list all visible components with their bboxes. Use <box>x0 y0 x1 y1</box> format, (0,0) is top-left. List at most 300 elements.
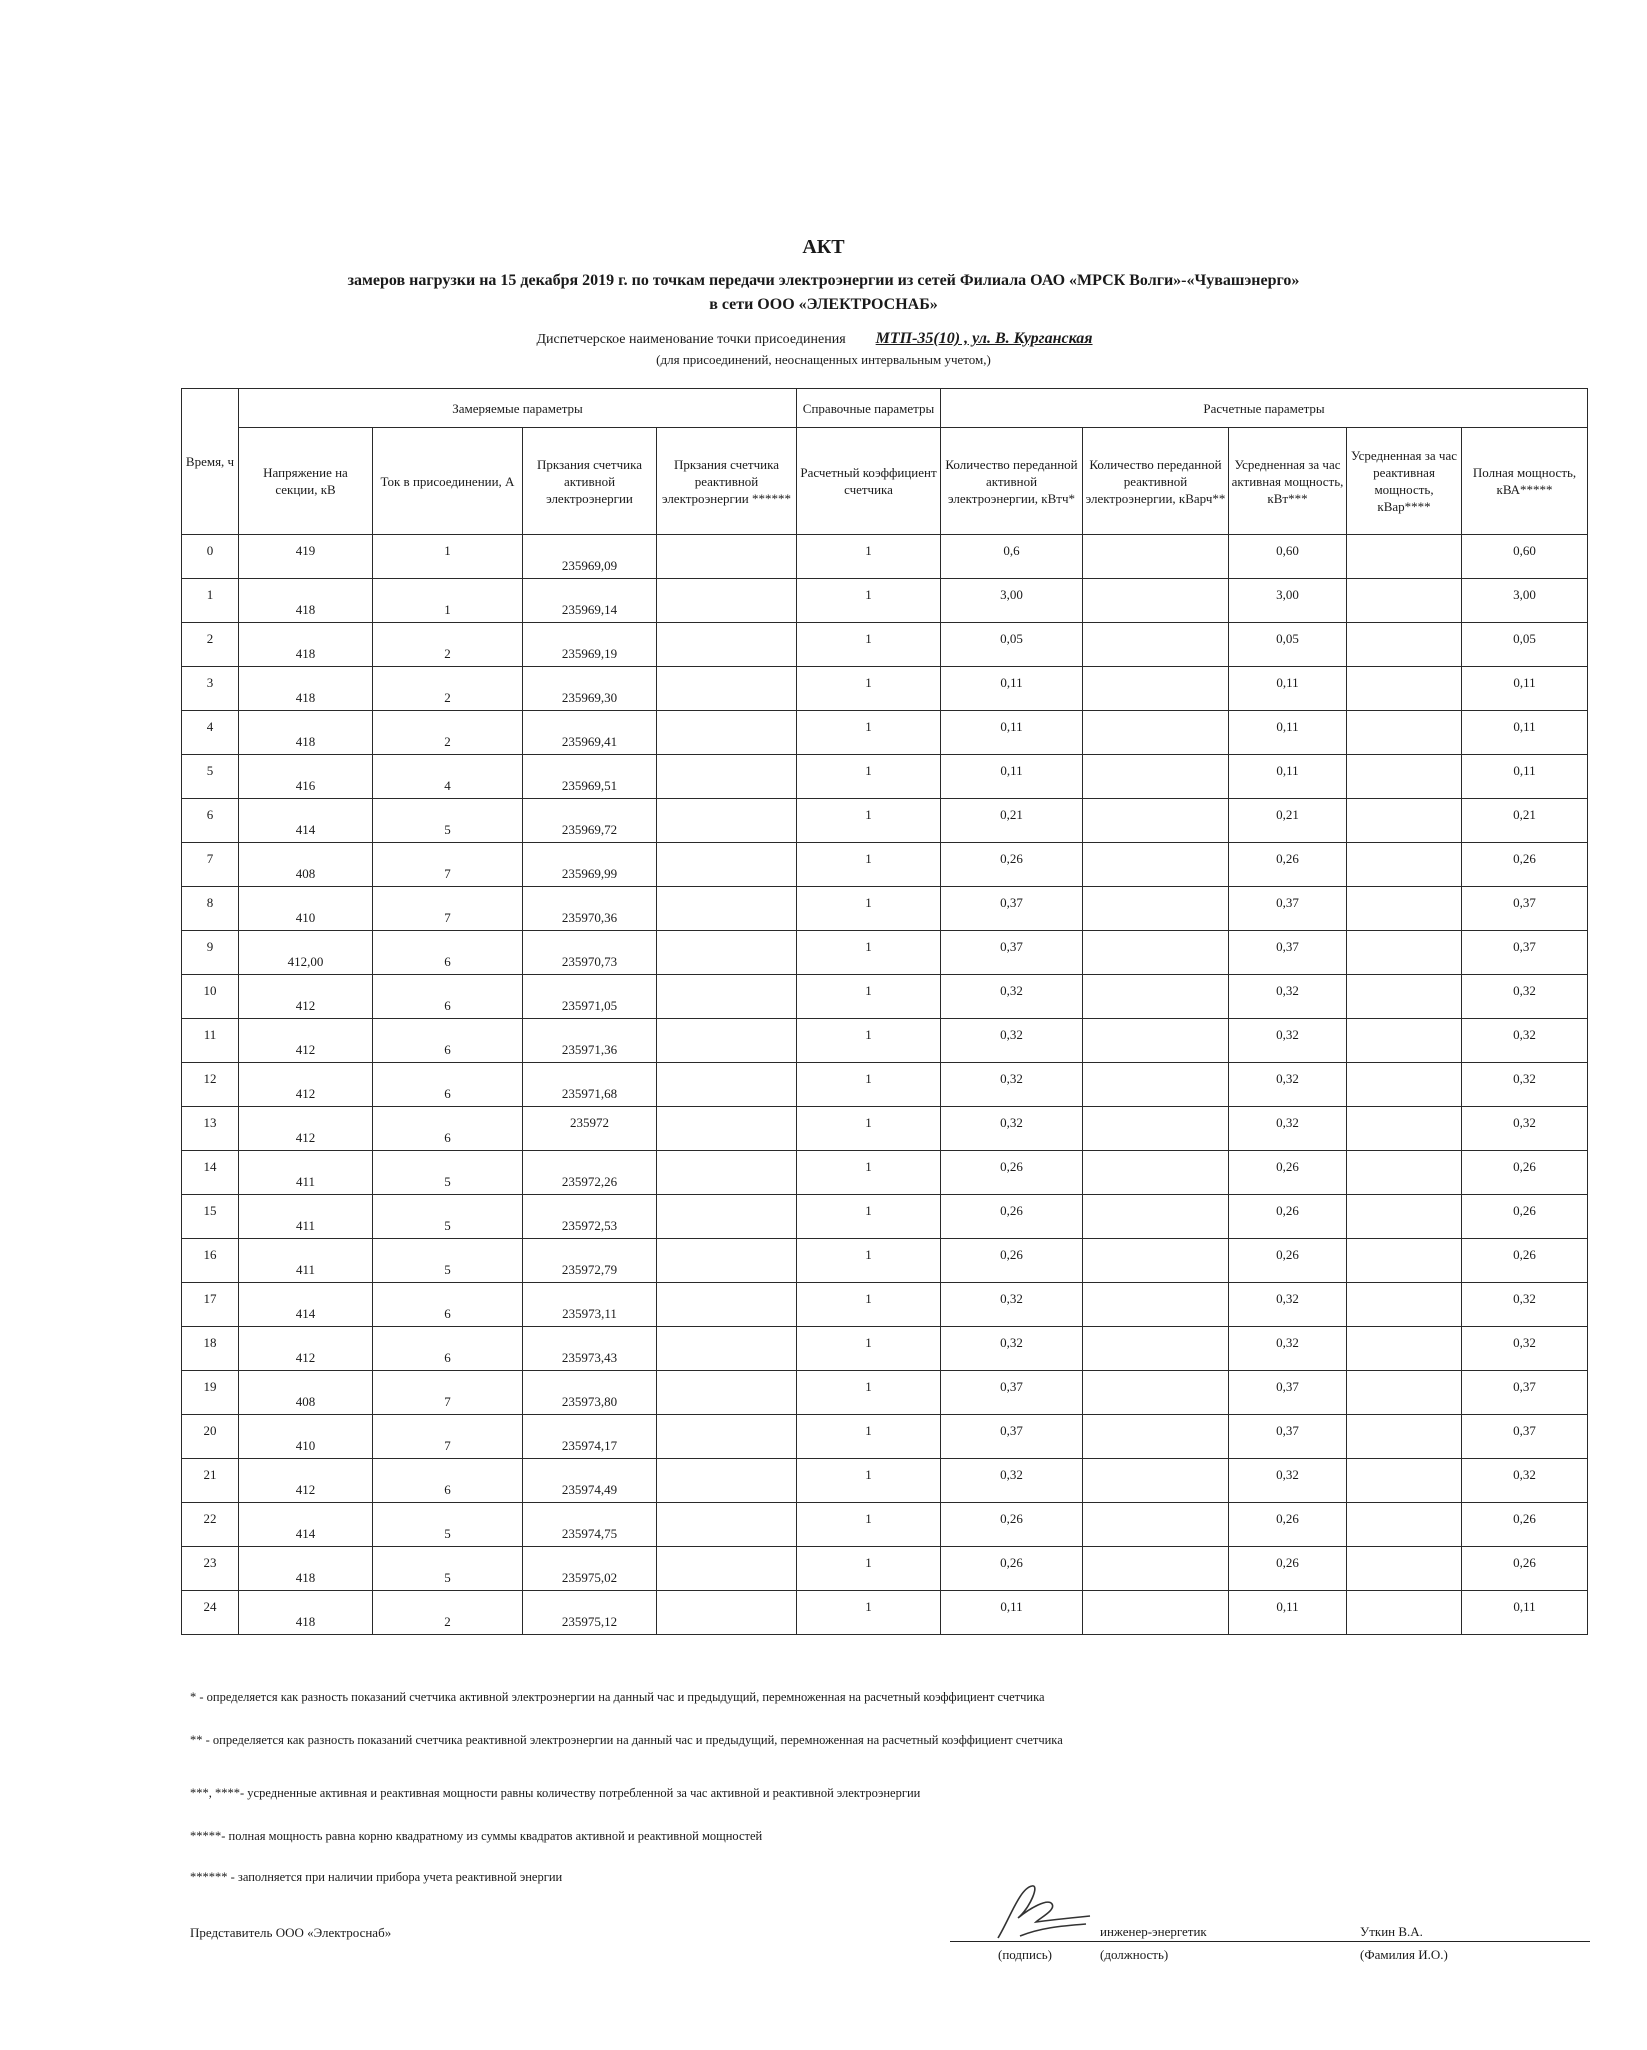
table-body <box>182 535 1588 1635</box>
table-row <box>182 1459 1588 1503</box>
active-meter-cell: 235974,17 <box>523 1415 657 1459</box>
position-caption: (должность) <box>1100 1947 1169 1962</box>
active-power-cell: 0,37 <box>1229 931 1347 975</box>
reactive-meter-cell <box>657 579 797 623</box>
active-power-cell: 0,37 <box>1229 1371 1347 1415</box>
active-power-cell: 0,32 <box>1229 1019 1347 1063</box>
column-header: Количество переданной активной электроэнергии, кВтч* <box>941 428 1083 535</box>
coefficient-cell: 1 <box>797 1415 941 1459</box>
reactive-meter-cell <box>657 1107 797 1151</box>
active-meter-cell: 235974,75 <box>523 1503 657 1547</box>
current-cell: 7 <box>373 1415 523 1459</box>
table-row <box>182 1195 1588 1239</box>
table-row <box>182 579 1588 623</box>
coefficient-cell: 1 <box>797 1459 941 1503</box>
representative-label: Представитель ООО «Электроснаб» <box>190 1925 392 1940</box>
voltage-cell: 412 <box>239 1459 373 1503</box>
table-row <box>182 1283 1588 1327</box>
reactive-meter-cell <box>657 1371 797 1415</box>
current-cell: 5 <box>373 1503 523 1547</box>
reactive-meter-cell <box>657 1195 797 1239</box>
active-meter-cell: 235974,49 <box>523 1459 657 1503</box>
reactive-meter-cell <box>657 1283 797 1327</box>
active-power-cell: 3,00 <box>1229 579 1347 623</box>
reactive-meter-cell <box>657 975 797 1019</box>
full-power-cell: 0,37 <box>1462 1371 1588 1415</box>
reactive-energy-cell <box>1083 1063 1229 1107</box>
voltage-cell: 410 <box>239 887 373 931</box>
dispatch-line <box>0 330 1647 348</box>
active-energy-cell: 0,37 <box>941 1415 1083 1459</box>
table-row <box>182 1107 1588 1151</box>
reactive-power-cell <box>1347 799 1462 843</box>
measurements-table <box>181 388 1588 1635</box>
active-energy-cell: 0,05 <box>941 623 1083 667</box>
reactive-energy-cell <box>1083 1371 1229 1415</box>
current-cell: 7 <box>373 1371 523 1415</box>
table-row <box>182 535 1588 579</box>
current-cell: 6 <box>373 1019 523 1063</box>
full-power-cell: 0,32 <box>1462 1107 1588 1151</box>
voltage-cell: 408 <box>239 843 373 887</box>
active-power-cell: 0,37 <box>1229 887 1347 931</box>
voltage-cell: 414 <box>239 1503 373 1547</box>
active-energy-cell: 0,37 <box>941 887 1083 931</box>
reactive-energy-cell <box>1083 535 1229 579</box>
reactive-power-cell <box>1347 1547 1462 1591</box>
coefficient-cell: 1 <box>797 975 941 1019</box>
time-cell: 7 <box>182 843 239 887</box>
time-cell: 12 <box>182 1063 239 1107</box>
active-energy-cell: 3,00 <box>941 579 1083 623</box>
time-cell: 15 <box>182 1195 239 1239</box>
active-power-cell: 0,11 <box>1229 711 1347 755</box>
coefficient-cell: 1 <box>797 1239 941 1283</box>
voltage-cell: 414 <box>239 1283 373 1327</box>
full-power-cell: 0,32 <box>1462 1063 1588 1107</box>
table-row <box>182 755 1588 799</box>
table-row <box>182 1503 1588 1547</box>
table-row <box>182 1063 1588 1107</box>
reactive-power-cell <box>1347 975 1462 1019</box>
active-meter-cell: 235973,80 <box>523 1371 657 1415</box>
full-power-cell: 0,26 <box>1462 1195 1588 1239</box>
active-meter-cell: 235970,73 <box>523 931 657 975</box>
reactive-power-cell <box>1347 667 1462 711</box>
full-power-cell: 0,11 <box>1462 1591 1588 1635</box>
active-energy-cell: 0,21 <box>941 799 1083 843</box>
time-cell: 14 <box>182 1151 239 1195</box>
active-meter-cell: 235970,36 <box>523 887 657 931</box>
reactive-meter-cell <box>657 1503 797 1547</box>
signature-caption: (подпись) <box>998 1947 1052 1962</box>
active-power-cell: 0,32 <box>1229 1327 1347 1371</box>
reactive-power-cell <box>1347 711 1462 755</box>
time-cell: 10 <box>182 975 239 1019</box>
coefficient-cell: 1 <box>797 1503 941 1547</box>
reactive-power-cell <box>1347 1415 1462 1459</box>
current-cell: 7 <box>373 887 523 931</box>
reactive-meter-cell <box>657 623 797 667</box>
current-cell: 5 <box>373 1151 523 1195</box>
time-cell: 18 <box>182 1327 239 1371</box>
reactive-power-cell <box>1347 1107 1462 1151</box>
active-meter-cell: 235975,02 <box>523 1547 657 1591</box>
active-energy-cell: 0,37 <box>941 1371 1083 1415</box>
reactive-power-cell <box>1347 931 1462 975</box>
active-meter-cell: 235969,09 <box>523 535 657 579</box>
full-power-cell: 3,00 <box>1462 579 1588 623</box>
reactive-meter-cell <box>657 711 797 755</box>
reactive-energy-cell <box>1083 1195 1229 1239</box>
active-meter-cell: 235969,51 <box>523 755 657 799</box>
active-power-cell: 0,11 <box>1229 755 1347 799</box>
time-cell: 19 <box>182 1371 239 1415</box>
coefficient-cell: 1 <box>797 1107 941 1151</box>
column-header: Расчетный коэффициент счетчика <box>797 428 941 535</box>
reactive-power-cell <box>1347 535 1462 579</box>
time-cell: 1 <box>182 579 239 623</box>
active-meter-cell: 235969,99 <box>523 843 657 887</box>
active-energy-cell: 0,11 <box>941 711 1083 755</box>
voltage-cell: 411 <box>239 1195 373 1239</box>
reactive-power-cell <box>1347 1327 1462 1371</box>
voltage-cell: 419 <box>239 535 373 579</box>
current-cell: 6 <box>373 1327 523 1371</box>
reactive-power-cell <box>1347 1151 1462 1195</box>
active-power-cell: 0,26 <box>1229 1195 1347 1239</box>
document-title: АКТ <box>802 236 845 258</box>
table-row <box>182 667 1588 711</box>
active-power-cell: 0,32 <box>1229 1459 1347 1503</box>
signer-position: инженер-энергетик <box>1100 1924 1207 1939</box>
voltage-cell: 418 <box>239 667 373 711</box>
reactive-power-cell <box>1347 1459 1462 1503</box>
active-energy-cell: 0,26 <box>941 1547 1083 1591</box>
current-cell: 2 <box>373 1591 523 1635</box>
table-row <box>182 1019 1588 1063</box>
current-cell: 5 <box>373 1547 523 1591</box>
reactive-power-cell <box>1347 579 1462 623</box>
voltage-cell: 412 <box>239 1063 373 1107</box>
active-energy-cell: 0,26 <box>941 843 1083 887</box>
table-row <box>182 931 1588 975</box>
active-power-cell: 0,60 <box>1229 535 1347 579</box>
reactive-power-cell <box>1347 1239 1462 1283</box>
reactive-meter-cell <box>657 887 797 931</box>
reactive-power-cell <box>1347 1063 1462 1107</box>
header-time: Время, ч <box>182 389 239 535</box>
reactive-energy-cell <box>1083 1151 1229 1195</box>
table-row <box>182 843 1588 887</box>
reactive-meter-cell <box>657 1327 797 1371</box>
footnote-5: ****** - заполняется при наличии прибора учета реактивной энергии <box>190 1870 563 1884</box>
full-power-cell: 0,32 <box>1462 1019 1588 1063</box>
table-row <box>182 1151 1588 1195</box>
reactive-energy-cell <box>1083 1415 1229 1459</box>
table-row <box>182 711 1588 755</box>
reactive-meter-cell <box>657 1239 797 1283</box>
active-power-cell: 0,26 <box>1229 1151 1347 1195</box>
reactive-meter-cell <box>657 1547 797 1591</box>
voltage-cell: 412,00 <box>239 931 373 975</box>
reactive-energy-cell <box>1083 1107 1229 1151</box>
voltage-cell: 418 <box>239 1547 373 1591</box>
current-cell: 6 <box>373 931 523 975</box>
reactive-energy-cell <box>1083 1019 1229 1063</box>
reactive-energy-cell <box>1083 1503 1229 1547</box>
active-energy-cell: 0,32 <box>941 1459 1083 1503</box>
current-cell: 6 <box>373 1283 523 1327</box>
voltage-cell: 412 <box>239 1019 373 1063</box>
reactive-energy-cell <box>1083 1459 1229 1503</box>
active-meter-cell: 235972 <box>523 1107 657 1151</box>
header-calculated-group: Расчетные параметры <box>941 389 1588 428</box>
current-cell: 5 <box>373 799 523 843</box>
column-header: Ток в присоединении, А <box>373 428 523 535</box>
footnote-1: * - определяется как разность показаний счетчика активной электроэнергии на данный час и предыдущий, перемноженная на расчетный коэффициент счетчика <box>190 1690 1045 1704</box>
full-power-cell: 0,26 <box>1462 1503 1588 1547</box>
active-energy-cell: 0,37 <box>941 931 1083 975</box>
active-power-cell: 0,26 <box>1229 1503 1347 1547</box>
reactive-power-cell <box>1347 755 1462 799</box>
time-cell: 6 <box>182 799 239 843</box>
current-cell: 7 <box>373 843 523 887</box>
current-cell: 6 <box>373 1063 523 1107</box>
time-cell: 0 <box>182 535 239 579</box>
column-header: Пркзания счетчика активной электроэнергии <box>523 428 657 535</box>
active-meter-cell: 235971,36 <box>523 1019 657 1063</box>
reactive-energy-cell <box>1083 799 1229 843</box>
active-power-cell: 0,26 <box>1229 843 1347 887</box>
footnote-2: ** - определяется как разность показаний счетчика реактивной электроэнергии на данный час и предыдущий, перемноженная на расчетный коэффициент счетчика <box>190 1733 1063 1747</box>
coefficient-cell: 1 <box>797 1151 941 1195</box>
dispatch-note: (для присоединений, неоснащенных интервальным учетом,) <box>656 352 991 367</box>
header-reference-group: Справочные параметры <box>797 389 941 428</box>
active-power-cell: 0,11 <box>1229 667 1347 711</box>
full-power-cell: 0,11 <box>1462 667 1588 711</box>
current-cell: 5 <box>373 1195 523 1239</box>
active-power-cell: 0,21 <box>1229 799 1347 843</box>
table-row <box>182 1591 1588 1635</box>
active-energy-cell: 0,26 <box>941 1151 1083 1195</box>
time-cell: 24 <box>182 1591 239 1635</box>
full-power-cell: 0,11 <box>1462 755 1588 799</box>
full-power-cell: 0,26 <box>1462 843 1588 887</box>
column-header: Усредненная за час реактивная мощность, кВар**** <box>1347 428 1462 535</box>
voltage-cell: 418 <box>239 579 373 623</box>
coefficient-cell: 1 <box>797 843 941 887</box>
voltage-cell: 410 <box>239 1415 373 1459</box>
reactive-energy-cell <box>1083 1239 1229 1283</box>
active-meter-cell: 235975,12 <box>523 1591 657 1635</box>
voltage-cell: 412 <box>239 975 373 1019</box>
active-power-cell: 0,26 <box>1229 1547 1347 1591</box>
voltage-cell: 414 <box>239 799 373 843</box>
active-energy-cell: 0,32 <box>941 1019 1083 1063</box>
time-cell: 3 <box>182 667 239 711</box>
active-energy-cell: 0,32 <box>941 975 1083 1019</box>
time-cell: 20 <box>182 1415 239 1459</box>
active-power-cell: 0,32 <box>1229 1063 1347 1107</box>
reactive-meter-cell <box>657 843 797 887</box>
active-meter-cell: 235972,79 <box>523 1239 657 1283</box>
time-cell: 13 <box>182 1107 239 1151</box>
coefficient-cell: 1 <box>797 755 941 799</box>
coefficient-cell: 1 <box>797 1547 941 1591</box>
table-row <box>182 1327 1588 1371</box>
time-cell: 8 <box>182 887 239 931</box>
time-cell: 22 <box>182 1503 239 1547</box>
time-cell: 5 <box>182 755 239 799</box>
reactive-meter-cell <box>657 799 797 843</box>
dispatch-label: Диспетчерское наименование точки присоединения <box>536 332 846 347</box>
reactive-power-cell <box>1347 1195 1462 1239</box>
current-cell: 1 <box>373 579 523 623</box>
time-cell: 16 <box>182 1239 239 1283</box>
time-cell: 17 <box>182 1283 239 1327</box>
active-energy-cell: 0,32 <box>941 1327 1083 1371</box>
coefficient-cell: 1 <box>797 1195 941 1239</box>
active-energy-cell: 0,32 <box>941 1063 1083 1107</box>
active-energy-cell: 0,11 <box>941 667 1083 711</box>
voltage-cell: 412 <box>239 1327 373 1371</box>
active-power-cell: 0,32 <box>1229 1283 1347 1327</box>
reactive-energy-cell <box>1083 843 1229 887</box>
reactive-energy-cell <box>1083 1547 1229 1591</box>
reactive-energy-cell <box>1083 1327 1229 1371</box>
time-cell: 23 <box>182 1547 239 1591</box>
reactive-energy-cell <box>1083 931 1229 975</box>
voltage-cell: 411 <box>239 1239 373 1283</box>
reactive-energy-cell <box>1083 579 1229 623</box>
active-meter-cell: 235969,19 <box>523 623 657 667</box>
document-subtitle: замеров нагрузки на 15 декабря 2019 г. по точкам передачи электроэнергии из сетей Филиала ОАО «МРСК Волги»-«Чувашэнерго» <box>347 272 1300 289</box>
reactive-energy-cell <box>1083 667 1229 711</box>
full-power-cell: 0,32 <box>1462 1459 1588 1503</box>
reactive-power-cell <box>1347 1019 1462 1063</box>
footnote-4: *****- полная мощность равна корню квадратному из суммы квадратов активной и реактивной мощностей <box>190 1829 763 1843</box>
table-row <box>182 799 1588 843</box>
handwritten-signature <box>990 1878 1100 1948</box>
full-power-cell: 0,32 <box>1462 975 1588 1019</box>
full-power-cell: 0,32 <box>1462 1283 1588 1327</box>
active-meter-cell: 235969,72 <box>523 799 657 843</box>
active-meter-cell: 235971,68 <box>523 1063 657 1107</box>
current-cell: 2 <box>373 623 523 667</box>
active-power-cell: 0,05 <box>1229 623 1347 667</box>
column-header: Напряжение на секции, кВ <box>239 428 373 535</box>
reactive-meter-cell <box>657 755 797 799</box>
document-subtitle-2: в сети ООО «ЭЛЕКТРОСНАБ» <box>709 296 938 313</box>
reactive-power-cell <box>1347 1283 1462 1327</box>
reactive-power-cell <box>1347 843 1462 887</box>
coefficient-cell: 1 <box>797 1371 941 1415</box>
reactive-energy-cell <box>1083 1283 1229 1327</box>
voltage-cell: 411 <box>239 1151 373 1195</box>
coefficient-cell: 1 <box>797 1019 941 1063</box>
reactive-energy-cell <box>1083 1591 1229 1635</box>
active-meter-cell: 235969,14 <box>523 579 657 623</box>
active-energy-cell: 0,26 <box>941 1195 1083 1239</box>
reactive-power-cell <box>1347 887 1462 931</box>
active-meter-cell: 235972,26 <box>523 1151 657 1195</box>
table-row <box>182 887 1588 931</box>
dispatch-value: МТП-35(10) , ул. В. Курганская <box>875 330 1093 347</box>
coefficient-cell: 1 <box>797 579 941 623</box>
reactive-energy-cell <box>1083 623 1229 667</box>
reactive-power-cell <box>1347 1591 1462 1635</box>
time-cell: 9 <box>182 931 239 975</box>
active-meter-cell: 235971,05 <box>523 975 657 1019</box>
voltage-cell: 416 <box>239 755 373 799</box>
current-cell: 4 <box>373 755 523 799</box>
active-meter-cell: 235969,41 <box>523 711 657 755</box>
full-power-cell: 0,32 <box>1462 1327 1588 1371</box>
active-power-cell: 0,26 <box>1229 1239 1347 1283</box>
coefficient-cell: 1 <box>797 1063 941 1107</box>
coefficient-cell: 1 <box>797 931 941 975</box>
full-power-cell: 0,11 <box>1462 711 1588 755</box>
table-row <box>182 623 1588 667</box>
table-row <box>182 1415 1588 1459</box>
active-power-cell: 0,32 <box>1229 975 1347 1019</box>
full-power-cell: 0,05 <box>1462 623 1588 667</box>
full-power-cell: 0,26 <box>1462 1151 1588 1195</box>
current-cell: 2 <box>373 667 523 711</box>
full-power-cell: 0,37 <box>1462 931 1588 975</box>
reactive-energy-cell <box>1083 755 1229 799</box>
time-cell: 21 <box>182 1459 239 1503</box>
current-cell: 6 <box>373 1459 523 1503</box>
header-measured-group: Замеряемые параметры <box>239 389 797 428</box>
column-header: Усредненная за час активная мощность, кВт*** <box>1229 428 1347 535</box>
full-power-cell: 0,26 <box>1462 1239 1588 1283</box>
current-cell: 6 <box>373 1107 523 1151</box>
reactive-meter-cell <box>657 1415 797 1459</box>
signer-name: Уткин В.А. <box>1360 1924 1423 1939</box>
voltage-cell: 418 <box>239 711 373 755</box>
voltage-cell: 418 <box>239 1591 373 1635</box>
full-power-cell: 0,26 <box>1462 1547 1588 1591</box>
reactive-meter-cell <box>657 1063 797 1107</box>
active-energy-cell: 0,6 <box>941 535 1083 579</box>
full-power-cell: 0,37 <box>1462 887 1588 931</box>
full-power-cell: 0,60 <box>1462 535 1588 579</box>
voltage-cell: 412 <box>239 1107 373 1151</box>
active-energy-cell: 0,32 <box>941 1283 1083 1327</box>
active-power-cell: 0,11 <box>1229 1591 1347 1635</box>
name-caption: (Фамилия И.О.) <box>1360 1947 1448 1962</box>
time-cell: 2 <box>182 623 239 667</box>
active-meter-cell: 235972,53 <box>523 1195 657 1239</box>
active-power-cell: 0,37 <box>1229 1415 1347 1459</box>
reactive-meter-cell <box>657 1151 797 1195</box>
active-energy-cell: 0,26 <box>941 1239 1083 1283</box>
coefficient-cell: 1 <box>797 711 941 755</box>
reactive-meter-cell <box>657 931 797 975</box>
reactive-meter-cell <box>657 535 797 579</box>
reactive-meter-cell <box>657 1591 797 1635</box>
time-cell: 4 <box>182 711 239 755</box>
coefficient-cell: 1 <box>797 887 941 931</box>
current-cell: 2 <box>373 711 523 755</box>
active-power-cell: 0,32 <box>1229 1107 1347 1151</box>
full-power-cell: 0,37 <box>1462 1415 1588 1459</box>
table-row <box>182 1371 1588 1415</box>
current-cell: 5 <box>373 1239 523 1283</box>
coefficient-cell: 1 <box>797 667 941 711</box>
